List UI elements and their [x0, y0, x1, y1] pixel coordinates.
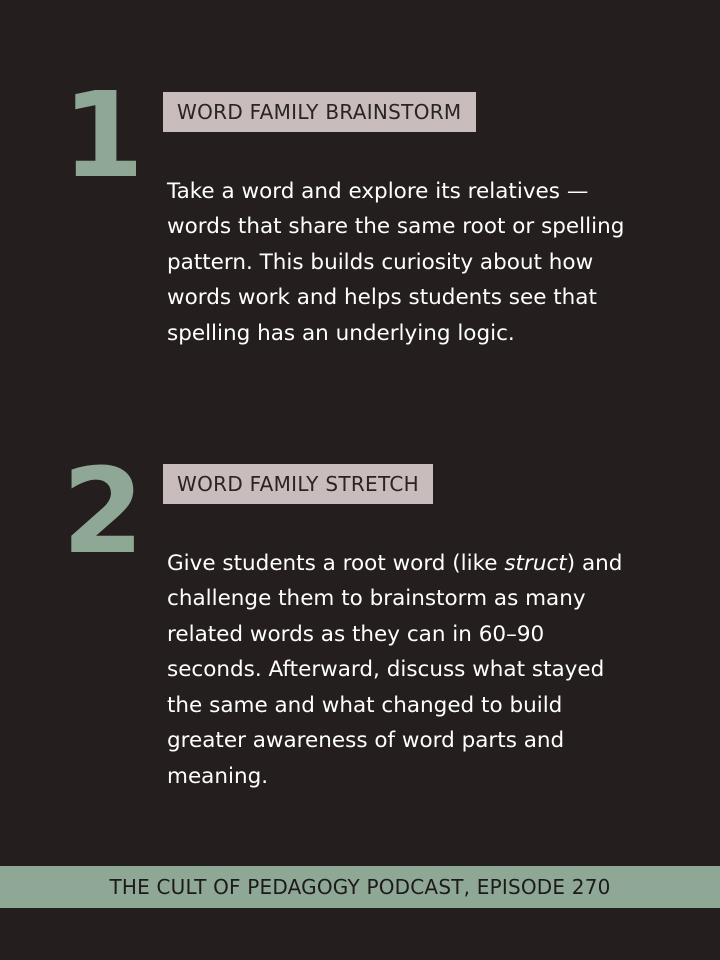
- tip-title: WORD FAMILY BRAINSTORM: [163, 92, 476, 132]
- tip-description: [167, 546, 637, 795]
- tip-number: 1: [62, 66, 145, 204]
- tip-number: 2: [62, 442, 145, 580]
- tip-title: WORD FAMILY STRETCH: [163, 464, 433, 504]
- tip-description-italic-root: struct: [504, 550, 567, 576]
- footer-banner: THE CULT OF PEDAGOGY PODCAST, EPISODE 270: [0, 866, 720, 908]
- tip-description-end: ) and challenge them to brainstorm as many related words as they can in 60–90 seconds. Afterward, discuss what stayed the same and what changed to build greater awareness of word parts and meaning.: [167, 550, 623, 789]
- tip-description: Take a word and explore its relatives — words that share the same root or spelling pattern. This builds curiosity about how words work and helps students see that spelling has an underlying logic.: [167, 178, 625, 346]
- tip-description-start: Give students a root word (like: [167, 550, 505, 576]
